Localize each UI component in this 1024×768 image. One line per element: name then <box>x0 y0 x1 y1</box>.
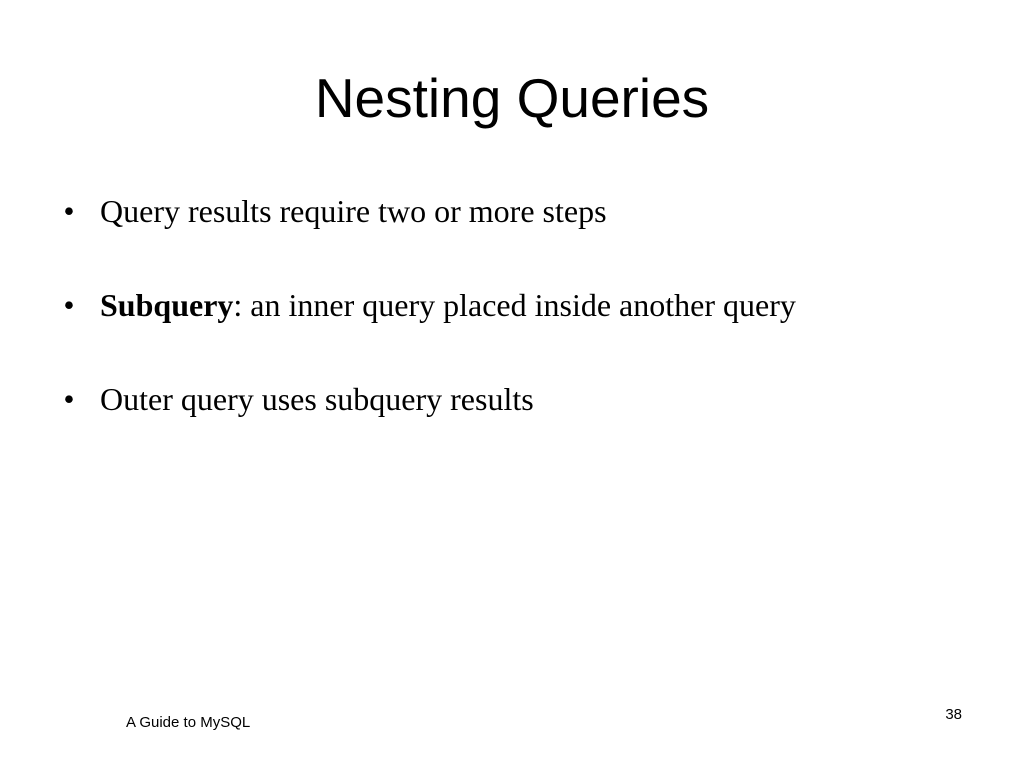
bullet-item <box>56 282 886 328</box>
bullet-term: Subquery <box>100 287 234 323</box>
bullet-text: Outer query uses subquery results <box>100 381 534 417</box>
footer-book-title: A Guide to MySQL <box>126 714 251 731</box>
bullet-text: : an inner query placed inside another query <box>233 287 796 323</box>
bullet-text: Query results require two or more steps <box>100 193 607 229</box>
bullet-item <box>56 188 886 234</box>
page-number: 38 <box>945 706 962 723</box>
slide-title: Nesting Queries <box>314 67 710 129</box>
bullet-list <box>56 188 886 470</box>
bullet-item <box>56 376 886 422</box>
bullet-glyph: • <box>63 193 75 229</box>
bullet-glyph: • <box>63 381 75 417</box>
bullet-glyph: • <box>63 287 75 323</box>
